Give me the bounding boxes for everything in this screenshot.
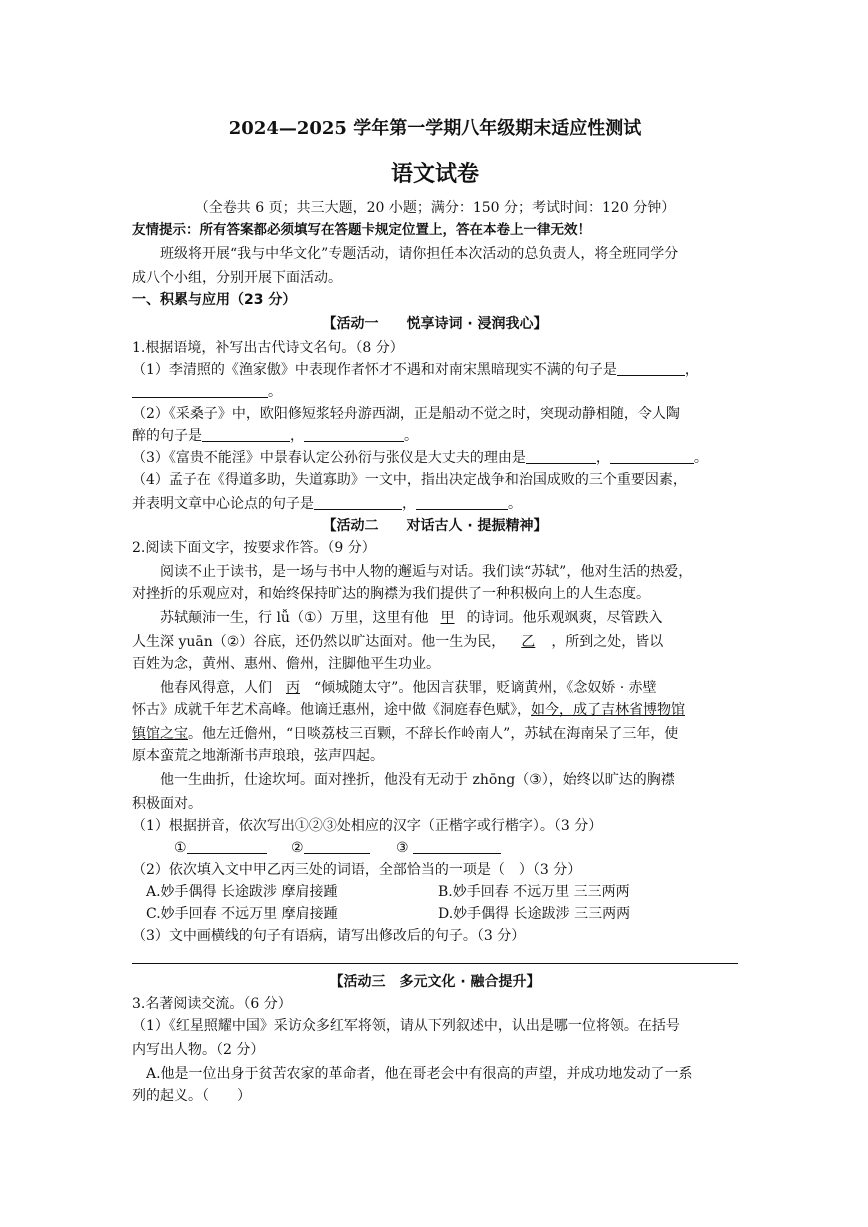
exam-info: （全卷共 6 页；共三大题，20 小题；满分：150 分；考试时间：120 分钟） <box>194 200 676 216</box>
blank-label-1: ① <box>174 840 187 856</box>
period: 。 <box>508 496 522 512</box>
answer-blank <box>304 427 404 442</box>
passage-text: 他一生曲折，仕途坎坷。面对挫折，他没有无动于 zhōng（ <box>160 772 530 788</box>
comma: ， <box>595 450 610 466</box>
activity-two-heading: 【活动二 对话古人 · 提振精神】 <box>322 518 548 534</box>
answer-blank <box>187 839 267 854</box>
sub-question-3-1: （1）《红星照耀中国》采访众多红军将领，请从下列叙述中，认出是哪一位将领。在括号 <box>132 1018 680 1034</box>
passage-p3-line-4: 原本蛮荒之地渐渐书声琅琅，弦声四起。 <box>132 748 384 764</box>
blank-label-2: ② <box>291 840 304 856</box>
comma: ， <box>290 428 304 444</box>
option-c: C.妙手回春 不远万里 摩肩接踵 <box>146 906 338 922</box>
passage-text: 。他左迁儋州，“日啖荔枝三百颗，不辞长作岭南人”，苏轼在海南呆了三年，使 <box>188 726 679 742</box>
comma: ， <box>402 496 416 512</box>
option-d: D.妙手偶得 长途跋涉 三三两两 <box>438 906 631 922</box>
question-1-4-cont <box>132 495 738 513</box>
sub-question-2-3: （3）文中画横线的句子有语病，请写出修改后的句子。（3 分） <box>132 928 526 944</box>
comma: ， <box>684 362 699 378</box>
passage-text: ，所到之处，皆以 <box>551 634 664 650</box>
passage-p3-line-1 <box>132 679 766 697</box>
passage-p1-line-2: 对挫折的乐观应对，和始终保持旷达的胸襟为我们提供了一种积极向上的人生态度。 <box>132 586 650 602</box>
question-1-1 <box>132 361 738 379</box>
options-row-1 <box>132 883 752 901</box>
sub-question-2-1: （1）根据拼音，依次写出①②③处相应的汉字（正楷字或行楷字）。（3 分） <box>132 818 603 834</box>
answer-blank <box>610 449 694 464</box>
answer-blanks-row <box>132 839 780 857</box>
passage-text: 人生深 yuān（ <box>132 634 227 650</box>
fill-jia: 甲 <box>440 610 455 626</box>
answer-blank <box>132 383 268 398</box>
divider <box>132 963 738 964</box>
passage-text: 的诗词。他乐观飒爽，尽管跌入 <box>466 610 663 626</box>
options-row-2 <box>132 905 752 923</box>
question-2: 2.阅读下面文字，按要求作答。（9 分） <box>132 540 376 556</box>
section-one-heading: 一、积累与应用（23 分） <box>132 292 297 308</box>
sub-question-2-2: （2）依次填入文中甲乙丙三处的词语，全部恰当的一项是（ ）（3 分） <box>132 862 582 878</box>
question-1-2-cont <box>132 427 738 445</box>
answer-blank <box>416 495 508 510</box>
blank-marker-2: ② <box>226 634 240 650</box>
passage-text: 怀古》成就千年艺术高峰。他谪迁惠州，途中做《洞庭春色赋》， <box>132 702 531 718</box>
question-1-1-cont <box>132 383 738 401</box>
fill-bing: 丙 <box>286 680 300 696</box>
passage-text: 他春风得意，人们 <box>160 680 272 696</box>
passage-text: “倾城随太守”。他因言获罪，贬谪黄州，《念奴娇 · 赤壁 <box>314 680 657 696</box>
underlined-sentence: 如今，成了吉林省博物馆 <box>531 702 685 718</box>
question-1-3-text: （3）《富贵不能淫》中景春认定公孙衍与张仪是大丈夫的理由是 <box>132 450 526 466</box>
option-b: B.妙手回春 不远万里 三三两两 <box>438 884 630 900</box>
passage-p4-line-2: 积极面对。 <box>132 796 202 812</box>
passage-p2-line-3: 百姓为念，黄州、惠州、儋州，注脚他平生功业。 <box>132 656 440 672</box>
fill-yi: 乙 <box>521 634 536 650</box>
answer-blank <box>314 495 402 510</box>
question-1-4-text: 并表明文章中心论点的句子是 <box>132 496 314 512</box>
passage-text: ）谷底，还仍然以旷达面对。他一生为民， <box>239 634 506 650</box>
passage-p2-line-2 <box>132 633 738 651</box>
passage-text: ），始终以旷达的胸襟 <box>541 772 675 788</box>
activity-three-heading: 【活动三 多元文化 · 融合提升】 <box>329 974 541 990</box>
blank-marker-3: ③ <box>529 772 542 788</box>
sub-question-3-1-cont: 内写出人物。（2 分） <box>132 1042 265 1058</box>
question-1-2: （2）《采桑子》中，欧阳修短浆轻舟游西湖，正是船动不觉之时，突现动静相随，令人陶 <box>132 406 680 422</box>
intro-line-1: 班级将开展“我与中华文化”专题活动，请你担任本次活动的总负责人，将全班同学分 <box>160 246 679 262</box>
activity-one-heading: 【活动一 悦享诗词 · 浸润我心】 <box>322 316 548 332</box>
option-a-line-2: 列的起义。（ ） <box>132 1088 251 1104</box>
answer-blank <box>617 361 685 376</box>
underlined-sentence: 镇馆之宝 <box>132 726 188 742</box>
intro-line-2: 成八个小组，分别开展下面活动。 <box>132 270 342 286</box>
question-1: 1.根据语境，补写出古代诗文名句。（8 分） <box>132 340 404 356</box>
blank-marker-1: ① <box>303 610 317 626</box>
blank-label-3: ③ <box>396 840 409 856</box>
friendly-tip: 友情提示：所有答案都必须填写在答题卡规定位置上，答在本卷上一律无效！ <box>132 222 591 238</box>
period: 。 <box>693 450 708 466</box>
question-1-2-text: 醉的句子是 <box>132 428 202 444</box>
period: 。 <box>404 428 418 444</box>
question-1-4: （4）孟子在《得道多助，失道寡助》一文中，指出决定战争和治国成败的三个重要因素， <box>132 472 687 488</box>
answer-blank <box>526 449 596 464</box>
answer-blank <box>413 839 501 854</box>
answer-blank <box>304 839 370 854</box>
answer-blank <box>202 427 290 442</box>
question-1-1-text: （1）李清照的《渔家傲》中表现作者怀才不遇和对南宋黑暗现实不满的句子是 <box>132 362 617 378</box>
passage-p2-line-1 <box>132 609 766 627</box>
passage-text: 苏轼颠沛一生，行 lǚ（ <box>160 610 304 626</box>
option-a-line-1: A.他是一位出身于贫苦农家的革命者，他在哥老会中有很高的声望，并成功地发动了一系 <box>146 1066 693 1082</box>
exam-subtitle: 语文试卷 <box>390 161 479 187</box>
period: 。 <box>268 384 282 400</box>
question-3: 3.名著阅读交流。（6 分） <box>132 996 292 1012</box>
option-a: A.妙手偶得 长途跋涉 摩肩接踵 <box>146 884 338 900</box>
passage-p3-line-2 <box>132 701 738 719</box>
question-1-3 <box>132 449 738 467</box>
passage-text: ）万里，这里有他 <box>316 610 429 626</box>
passage-p1-line-1: 阅读不止于读书，是一场与书中人物的邂逅与对话。我们读“苏轼”，他对生活的热爱， <box>160 564 693 580</box>
passage-p4-line-1 <box>132 771 766 789</box>
passage-p3-line-3 <box>132 725 738 743</box>
exam-title: 2024—2025 学年第一学期八年级期末适应性测试 <box>228 118 642 139</box>
